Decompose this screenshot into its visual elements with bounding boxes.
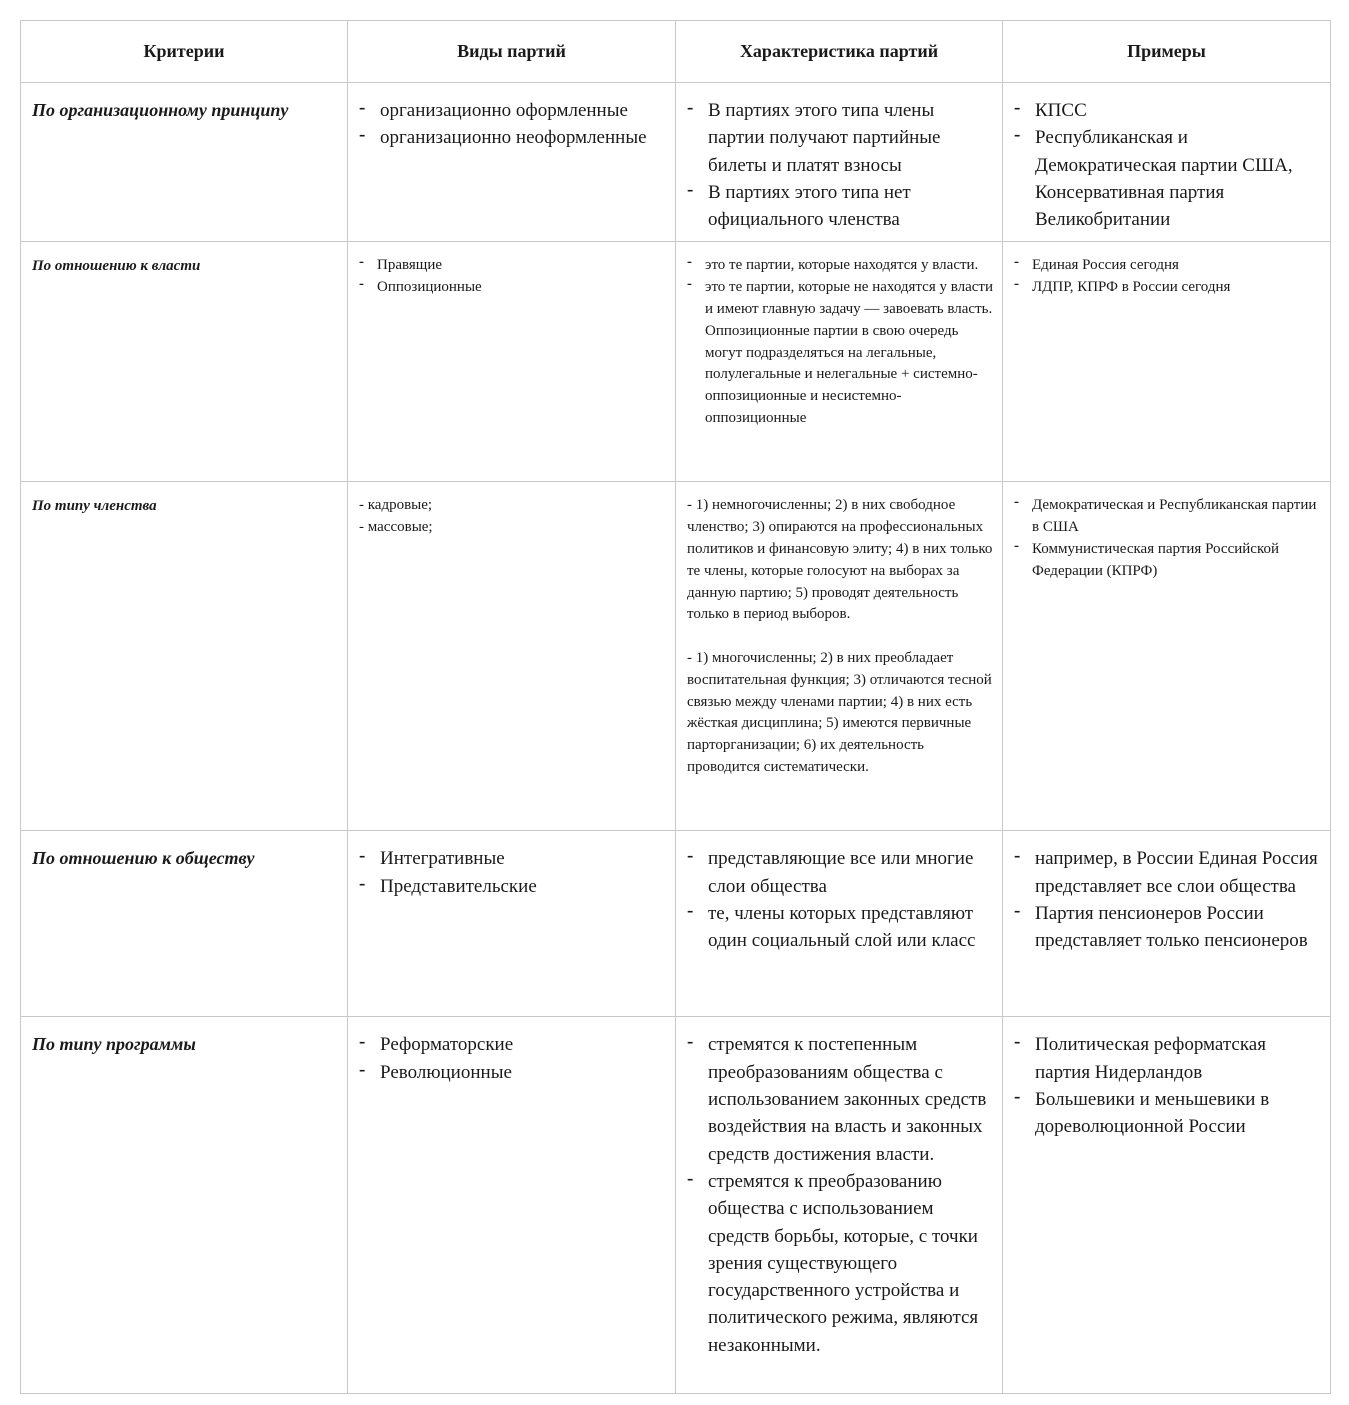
list-item: - Оппозиционные: [359, 277, 667, 299]
list-item: - Единая Россия сегодня: [1014, 255, 1322, 277]
criterion-cell: По организационному принципу: [21, 83, 348, 242]
list-item: - Республиканская и Демократическая партии США, Консервативная партия Великобритании: [1014, 124, 1320, 233]
list-item: - КПСС: [1014, 97, 1320, 124]
list-item: - представляющие все или многие слои общества: [687, 845, 992, 900]
examples-cell: [1003, 1017, 1331, 1394]
list-item: - организационно оформленные: [359, 97, 665, 124]
examples-cell: [1003, 482, 1331, 831]
list-item: - организационно неоформленные: [359, 124, 665, 151]
criterion-cell: По типу членства: [21, 482, 348, 831]
types-cell: [348, 242, 676, 482]
table-row: [21, 83, 1331, 242]
types-cell: [348, 1017, 676, 1394]
table-row: [21, 482, 1331, 831]
types-cell: [348, 831, 676, 1017]
characteristics-cell: [676, 831, 1003, 1017]
list-item: - стремятся к постепенным преобразованиям общества с использованием законных средств воздействия на власть и законных средств достижения власти.: [687, 1031, 992, 1167]
list-item: - Правящие: [359, 255, 667, 277]
characteristics-cell: [676, 83, 1003, 242]
list-item: - В партиях этого типа нет официального членства: [687, 179, 992, 234]
paragraph: - 1) многочисленны; 2) в них преобладает воспитательная функция; 3) отличаются тесной связью между членами партии; 4) в них есть жёсткая дисциплина; 5) имеются первичные парторганизации; 6) их деятельность проводится систематически.: [687, 650, 992, 776]
list-item: - Представительские: [359, 873, 665, 900]
criterion-cell: По типу программы: [21, 1017, 348, 1394]
list-item: - Демократическая и Республиканская партии в США: [1014, 495, 1322, 539]
list-item: - Партия пенсионеров России представляет только пенсионеров: [1014, 900, 1320, 955]
list-item: - В партиях этого типа члены партии получают партийные билеты и платят взносы: [687, 97, 992, 179]
list-item: - Коммунистическая партия Российской Федерации (КПРФ): [1014, 539, 1322, 583]
list-item: - Реформаторские: [359, 1031, 665, 1058]
criterion-cell: По отношению к обществу: [21, 831, 348, 1017]
list-item: - массовые;: [359, 519, 433, 536]
list-item: - кадровые;: [359, 497, 433, 514]
parties-table: [20, 20, 1331, 1394]
list-item: - например, в России Единая Россия представляет все слои общества: [1014, 845, 1320, 900]
list-item: - это те партии, которые не находятся у власти и имеют главную задачу — завоевать власть. Оппозиционные партии в свою очередь могут подразделяться на легальные, полулегальные и нелегальные + системно-оппозиционные и несистемно-оппозиционные: [687, 277, 994, 430]
types-cell: [348, 83, 676, 242]
list-item: - Интегративные: [359, 845, 665, 872]
characteristics-cell: [676, 482, 1003, 831]
paragraph: - 1) немногочисленны; 2) в них свободное членство; 3) опираются на профессиональных политиков и финансовую элиту; 4) в них только те члены, которые голосуют на выборах за данную партию; 5) проводят деятельность только в период выборов.: [687, 497, 993, 623]
header-party-characteristics: Характеристика партий: [676, 21, 1003, 83]
examples-cell: [1003, 83, 1331, 242]
table-row: [21, 1017, 1331, 1394]
characteristics-cell: [676, 242, 1003, 482]
examples-cell: [1003, 831, 1331, 1017]
examples-cell: [1003, 242, 1331, 482]
characteristics-cell: [676, 1017, 1003, 1394]
list-item: - Революционные: [359, 1059, 665, 1086]
list-item: - Большевики и меньшевики в дореволюционной России: [1014, 1086, 1320, 1141]
table-row: [21, 242, 1331, 482]
list-item: - ЛДПР, КПРФ в России сегодня: [1014, 277, 1322, 299]
criterion-cell: По отношению к власти: [21, 242, 348, 482]
header-examples: Примеры: [1003, 21, 1331, 83]
header-row: [21, 21, 1331, 83]
header-party-types: Виды партий: [348, 21, 676, 83]
list-item: - стремятся к преобразованию общества с использованием средств борьбы, которые, с точки зрения существующего государственного устройства и политического режима, являются незаконными.: [687, 1168, 992, 1359]
table-row: [21, 831, 1331, 1017]
list-item: - те, члены которых представляют один социальный слой или класс: [687, 900, 992, 955]
types-cell: [348, 482, 676, 831]
header-criteria: Критерии: [21, 21, 348, 83]
list-item: - Политическая реформатская партия Нидерландов: [1014, 1031, 1320, 1086]
list-item: - это те партии, которые находятся у власти.: [687, 255, 994, 277]
